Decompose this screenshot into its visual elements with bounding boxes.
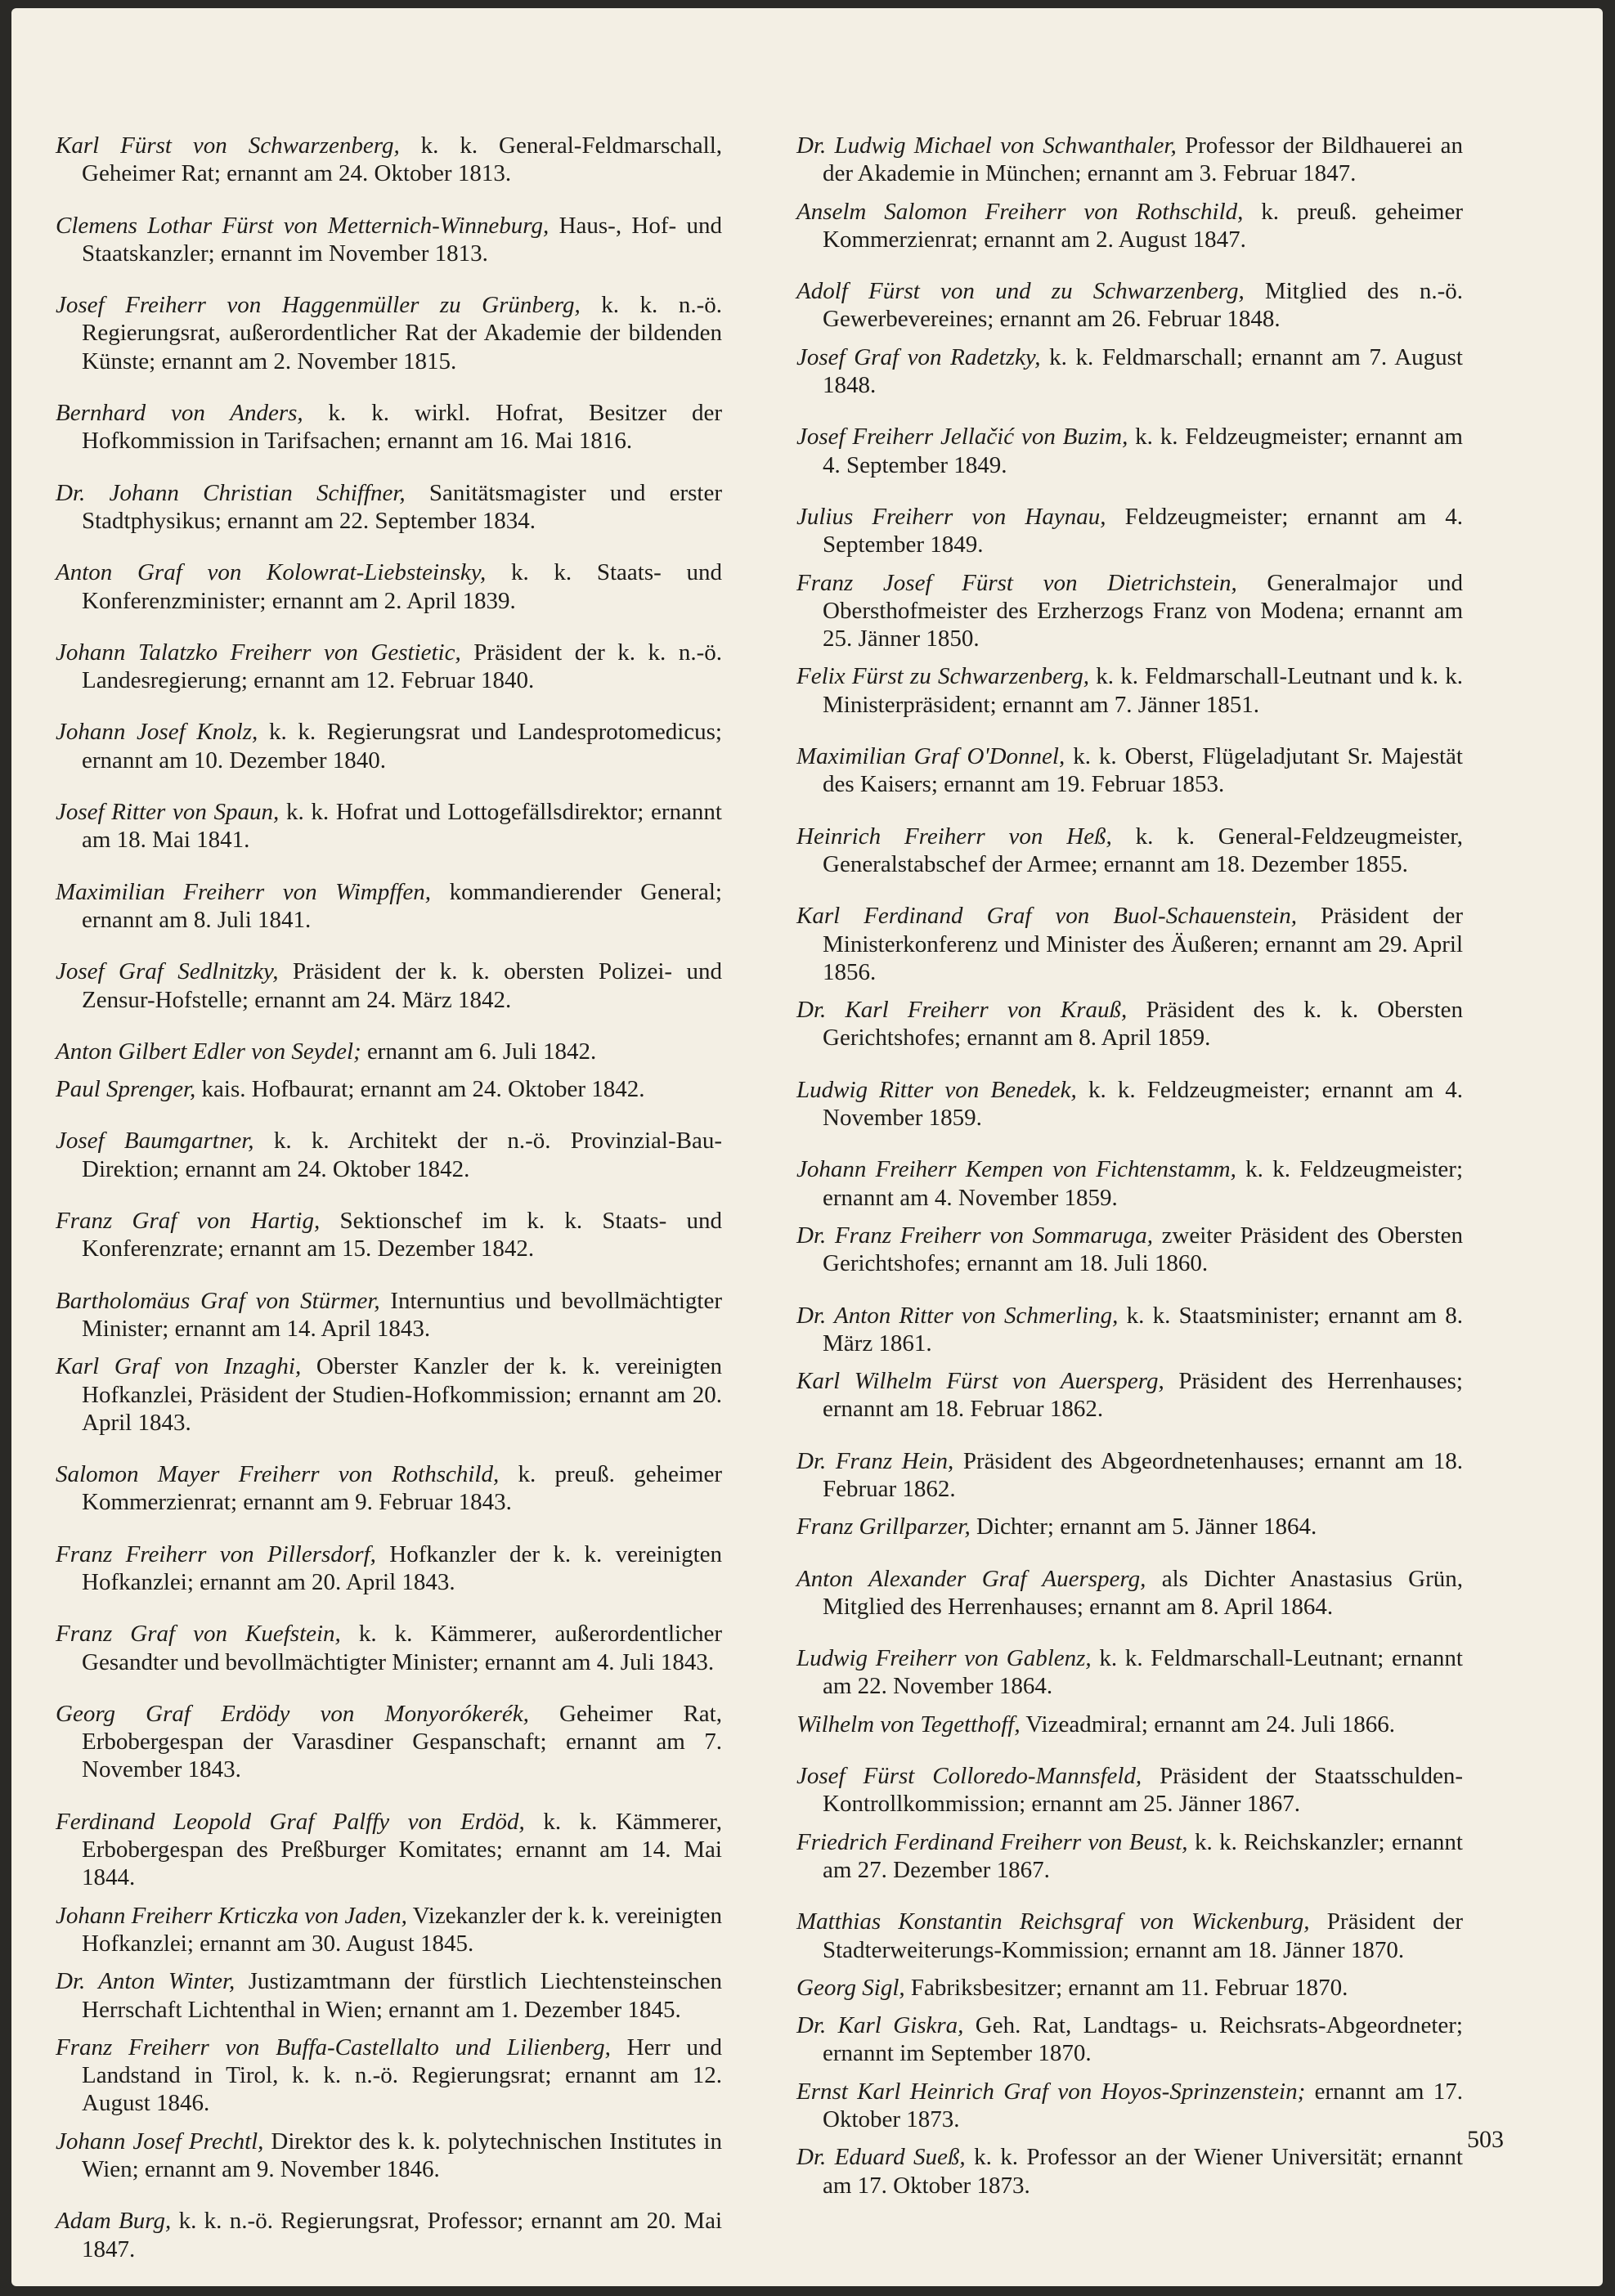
entry-description: Sektionschef im k. k. Staats- und Konferenzrate; ernannt am 15. Dezember 1842.	[82, 1208, 722, 1262]
entry-name: Dr. Anton Ritter von Schmerling,	[796, 1302, 1119, 1329]
register-entry	[56, 1287, 722, 1343]
entry-description: k. preuß. geheimer Kommerzienrat; ernannt am 2. August 1847.	[823, 198, 1463, 253]
register-entry	[56, 2207, 722, 2263]
entry-description: Präsident der Ministerkonferenz und Minister des Äußeren; ernannt am 29. April 1856.	[823, 903, 1463, 985]
register-entry	[56, 2128, 722, 2184]
entry-name: Dr. Franz Hein,	[796, 1447, 954, 1474]
entry-description: k. k. Hofrat und Lottogefällsdirektor; ernannt am 18. Mai 1841.	[82, 799, 722, 854]
entry-name: Wilhelm von Tegetthoff,	[796, 1711, 1021, 1738]
entry-description: k. k. Feldmarschall; ernannt am 7. August 1848.	[823, 343, 1463, 399]
entry-description: k. k. wirkl. Hofrat, Besitzer der Hofkommission in Tarifsachen; ernannt am 16. Mai 1816.	[82, 400, 722, 455]
entry-name: Karl Wilhelm Fürst von Auersperg,	[796, 1368, 1164, 1395]
entry-name: Matthias Konstantin Reichsgraf von Wickenburg,	[796, 1908, 1310, 1935]
entry-description: k. k. General-Feldmarschall, Geheimer Rat; ernannt am 24. Oktober 1813.	[82, 132, 723, 187]
entry-description: Oberster Kanzler der k. k. vereinigten Hofkanzlei, Präsident der Studien-Hofkommission; ernannt am 20. April 1843.	[82, 1353, 722, 1436]
register-entry	[796, 198, 1463, 254]
register-entry	[56, 957, 722, 1014]
entry-description: kommandierender General; ernannt am 8. Juli 1841.	[82, 878, 722, 933]
entry-description: k. k. Kämmerer, Erbobergespan des Preßburger Komitates; ernannt am 14. Mai 1844.	[82, 1808, 722, 1891]
entry-name: Dr. Anton Winter,	[56, 1968, 236, 1995]
entry-name: Johann Josef Prechtl,	[56, 2128, 264, 2155]
entry-name: Franz Graf von Hartig,	[56, 1208, 321, 1235]
entry-description: k. k. Architekt der n.-ö. Provinzial-Bau-Direktion; ernannt am 24. Oktober 1842.	[82, 1128, 722, 1182]
register-entry	[56, 1075, 722, 1103]
register-entry	[56, 878, 722, 935]
register-entry	[796, 996, 1463, 1052]
register-entry	[796, 423, 1463, 479]
register-entry	[56, 132, 722, 188]
entry-description: Direktor des k. k. polytechnischen Institutes in Wien; ernannt am 9. November 1846.	[82, 2128, 722, 2183]
register-entry	[796, 662, 1463, 719]
entry-name: Franz Josef Fürst von Dietrichstein,	[796, 569, 1237, 596]
entry-name: Franz Freiherr von Pillersdorf,	[56, 1540, 376, 1567]
entry-description: k. k. Kämmerer, außerordentlicher Gesandter und bevollmächtigter Minister; ernannt am 4. Juli 1843.	[82, 1621, 722, 1675]
entry-name: Dr. Karl Freiherr von Krauß,	[796, 997, 1128, 1024]
entry-name: Johann Freiherr Kempen von Fichtenstamm,	[796, 1156, 1236, 1183]
entry-name: Franz Grillparzer,	[796, 1513, 971, 1540]
register-entry	[796, 2078, 1463, 2134]
entry-name: Dr. Eduard Sueß,	[796, 2144, 966, 2171]
register-entry	[796, 1711, 1463, 1738]
register-entry	[796, 277, 1463, 334]
entry-name: Johann Talatzko Freiherr von Gestietic,	[56, 639, 461, 666]
register-entry	[56, 1700, 722, 1784]
entry-name: Clemens Lothar Fürst von Metternich-Winneburg,	[56, 212, 550, 239]
register-entry	[56, 558, 722, 615]
entry-name: Johann Josef Knolz,	[56, 719, 258, 746]
register-entry	[796, 503, 1463, 559]
document-page	[11, 8, 1603, 2286]
register-entry	[56, 399, 722, 455]
entry-description: Präsident der Staatsschulden-Kontrollkommission; ernannt am 25. Jänner 1867.	[823, 1763, 1463, 1818]
register-entry	[56, 1967, 722, 2024]
register-entry	[796, 902, 1463, 986]
register-entry	[56, 1352, 722, 1437]
entry-description: Dichter; ernannt am 5. Jänner 1864.	[970, 1513, 1317, 1540]
entry-name: Friedrich Ferdinand Freiherr von Beust,	[796, 1828, 1188, 1855]
register-entry	[56, 1207, 722, 1263]
register-entry	[56, 1620, 722, 1676]
entry-description: ernannt am 6. Juli 1842.	[361, 1038, 597, 1065]
entry-name: Anton Alexander Graf Auersperg,	[796, 1565, 1146, 1592]
entry-description: Geheimer Rat, Erbobergespan der Varasdiner Gespanschaft; ernannt am 7. November 1843.	[82, 1700, 722, 1783]
entry-description: Fabriksbesitzer; ernannt am 11. Februar 1870.	[904, 1974, 1348, 2001]
entry-description: Präsident des Abgeordnetenhauses; ernannt am 18. Februar 1862.	[823, 1447, 1463, 1502]
register-entry	[56, 1808, 722, 1892]
entry-name: Dr. Johann Christian Schiffner,	[56, 479, 406, 506]
entry-name: Josef Freiherr von Haggenmüller zu Grünberg,	[56, 292, 581, 319]
entry-description: k. k. Feldmarschall-Leutnant; ernannt am 22. November 1864.	[823, 1645, 1463, 1700]
register-entry	[56, 718, 722, 774]
register-entry	[56, 212, 722, 268]
entry-name: Josef Baumgartner,	[56, 1128, 254, 1155]
entry-name: Josef Fürst Colloredo-Mannsfeld,	[796, 1763, 1142, 1790]
register-entry	[796, 1644, 1463, 1701]
register-entry	[56, 2034, 722, 2118]
entry-description: als Dichter Anastasius Grün, Mitglied des Herrenhauses; ernannt am 8. April 1864.	[823, 1565, 1463, 1620]
register-entry	[796, 1222, 1463, 1278]
entry-name: Adolf Fürst von und zu Schwarzenberg,	[796, 278, 1245, 305]
entry-description: Präsident der Stadterweiterungs-Kommission; ernannt am 18. Jänner 1870.	[823, 1908, 1463, 1963]
entry-description: Internuntius und bevollmächtigter Minister; ernannt am 14. April 1843.	[82, 1287, 722, 1342]
register-entry	[796, 1565, 1463, 1621]
entry-name: Franz Graf von Kuefstein,	[56, 1621, 341, 1648]
entry-name: Ferdinand Leopold Graf Palffy von Erdöd,	[56, 1808, 525, 1835]
entry-name: Paul Sprenger,	[56, 1076, 196, 1103]
register-entry	[796, 1908, 1463, 1964]
entry-name: Heinrich Freiherr von Heß,	[796, 823, 1112, 850]
entry-name: Ernst Karl Heinrich Graf von Hoyos-Sprinzenstein;	[796, 2078, 1306, 2105]
entry-description: Präsident des k. k. Obersten Gerichtshofes; ernannt am 8. April 1859.	[823, 997, 1463, 1052]
register-entry	[796, 2143, 1463, 2200]
entry-name: Karl Ferdinand Graf von Buol-Schauenstein,	[796, 903, 1297, 930]
entry-name: Ludwig Ritter von Benedek,	[796, 1076, 1077, 1103]
register-entry	[796, 1155, 1463, 1212]
register-entry	[796, 1974, 1463, 2002]
entry-description: Präsident der k. k. obersten Polizei- und Zensur-Hofstelle; ernannt am 24. März 1842.	[82, 958, 722, 1013]
entry-name: Karl Fürst von Schwarzenberg,	[56, 132, 400, 159]
entry-name: Maximilian Freiherr von Wimpffen,	[56, 878, 431, 905]
entry-name: Josef Ritter von Spaun,	[56, 799, 280, 826]
entry-name: Bartholomäus Graf von Stürmer,	[56, 1287, 380, 1314]
entry-description: k. k. Oberst, Flügeladjutant Sr. Majestät des Kaisers; ernannt am 19. Februar 1853.	[823, 743, 1463, 798]
entry-name: Georg Sigl,	[796, 1974, 905, 2001]
entry-name: Karl Graf von Inzaghi,	[56, 1353, 302, 1380]
entry-description: Vizekanzler der k. k. vereinigten Hofkanzlei; ernannt am 30. August 1845.	[82, 1902, 722, 1957]
entry-description: Präsident des Herrenhauses; ernannt am 18. Februar 1862.	[823, 1368, 1463, 1423]
register-entry	[796, 1302, 1463, 1358]
register-entry	[796, 1447, 1463, 1504]
entry-description: Geh. Rat, Landtags- u. Reichsrats-Abgeordneter; ernannt im September 1870.	[823, 2012, 1463, 2067]
entry-name: Josef Freiherr Jellačić von Buzim,	[796, 424, 1128, 451]
entry-description: k. k. Feldzeugmeister; ernannt am 4. September 1849.	[823, 424, 1463, 478]
entry-description: k. k. Reichskanzler; ernannt am 27. Dezember 1867.	[823, 1828, 1463, 1883]
register-entry	[796, 2011, 1463, 2068]
register-entry	[796, 132, 1463, 188]
right-column	[796, 108, 1463, 2200]
register-entry	[796, 823, 1463, 879]
register-entry	[796, 1076, 1463, 1132]
entry-description: Justizamtmann der fürstlich Liechtensteinschen Herrschaft Lichtenthal in Wien; ernannt am 1. Dezember 1845.	[82, 1968, 722, 2023]
entry-description: k. k. Staatsminister; ernannt am 8. März 1861.	[823, 1302, 1463, 1357]
entry-description: Generalmajor und Obersthofmeister des Erzherzogs Franz von Modena; ernannt am 25. Jänner 1850.	[823, 569, 1463, 652]
register-entry	[796, 343, 1463, 400]
entry-description: k. k. General-Feldzeugmeister, Generalstabschef der Armee; ernannt am 18. Dezember 1855.	[823, 823, 1463, 877]
entry-description: Mitglied des n.-ö. Gewerbevereines; ernannt am 26. Februar 1848.	[823, 278, 1464, 333]
entry-description: zweiter Präsident des Obersten Gerichtshofes; ernannt am 18. Juli 1860.	[823, 1222, 1463, 1277]
entry-description: k. k. n.-ö. Regierungsrat, Professor; ernannt am 20. Mai 1847.	[82, 2208, 722, 2262]
entry-name: Ludwig Freiherr von Gablenz,	[796, 1645, 1092, 1672]
entry-description: Herr und Landstand in Tirol, k. k. n.-ö. Regierungsrat; ernannt am 12. August 1846.	[82, 2034, 722, 2117]
entry-description: ernannt am 17. Oktober 1873.	[823, 2078, 1463, 2133]
entry-name: Anselm Salomon Freiherr von Rothschild,	[796, 198, 1244, 225]
entry-description: Hofkanzler der k. k. vereinigten Hofkanzlei; ernannt am 20. April 1843.	[82, 1540, 723, 1595]
entry-description: Präsident der k. k. n.-ö. Landesregierung; ernannt am 12. Februar 1840.	[82, 639, 722, 694]
entry-name: Franz Freiherr von Buffa-Castellalto und Lilienberg,	[56, 2034, 611, 2061]
register-entry	[56, 1127, 722, 1183]
entry-name: Dr. Ludwig Michael von Schwanthaler,	[796, 132, 1177, 159]
register-entry	[796, 569, 1463, 653]
entry-description: k. k. n.-ö. Regierungsrat, außerordentlicher Rat der Akademie der bildenden Künste; ernannt am 2. November 1815.	[82, 292, 722, 374]
register-entry	[796, 1762, 1463, 1818]
register-entry	[56, 639, 722, 695]
entry-description: k. k. Feldmarschall-Leutnant und k. k. Ministerpräsident; ernannt am 7. Jänner 1851.	[823, 663, 1463, 718]
register-entry	[56, 798, 722, 854]
entry-description: k. k. Staats- und Konferenzminister; ernannt am 2. April 1839.	[82, 559, 722, 614]
left-column	[56, 108, 722, 2263]
entry-name: Salomon Mayer Freiherr von Rothschild,	[56, 1461, 500, 1488]
entry-description: k. preuß. geheimer Kommerzienrat; ernannt am 9. Februar 1843.	[82, 1461, 722, 1516]
entry-name: Maximilian Graf O'Donnel,	[796, 743, 1065, 770]
entry-name: Josef Graf von Radetzky,	[796, 343, 1041, 370]
entry-description: k. k. Feldzeugmeister; ernannt am 4. November 1859.	[823, 1076, 1463, 1132]
entry-name: Dr. Karl Giskra,	[796, 2012, 964, 2039]
register-entry	[796, 1828, 1463, 1885]
register-entry	[56, 479, 722, 536]
register-entry	[56, 1902, 722, 1958]
register-entry	[56, 1460, 722, 1517]
entry-description: k. k. Feldzeugmeister; ernannt am 4. November 1859.	[823, 1156, 1463, 1211]
entry-name: Adam Burg,	[56, 2208, 172, 2235]
register-entry	[56, 291, 722, 375]
entry-name: Anton Graf von Kolowrat-Liebsteinsky,	[56, 559, 487, 586]
entry-name: Josef Graf Sedlnitzky,	[56, 958, 279, 985]
entry-description: Feldzeugmeister; ernannt am 4. September 1849.	[823, 503, 1463, 558]
entry-name: Anton Gilbert Edler von Seydel;	[56, 1038, 361, 1065]
entry-description: kais. Hofbaurat; ernannt am 24. Oktober 1842.	[195, 1076, 645, 1103]
entry-name: Johann Freiherr Krticzka von Jaden,	[56, 1902, 407, 1929]
register-entry	[56, 1540, 722, 1597]
entry-name: Bernhard von Anders,	[56, 400, 303, 427]
entry-name: Felix Fürst zu Schwarzenberg,	[796, 663, 1089, 690]
entry-name: Georg Graf Erdödy von Monyorókerék,	[56, 1700, 529, 1727]
entry-description: Vizeadmiral; ernannt am 24. Juli 1866.	[1020, 1711, 1396, 1738]
entry-name: Dr. Franz Freiherr von Sommaruga,	[796, 1222, 1154, 1249]
entry-name: Julius Freiherr von Haynau,	[796, 503, 1106, 530]
entry-description: Haus-, Hof- und Staatskanzler; ernannt im November 1813.	[82, 212, 723, 267]
page-number: 503	[1467, 2126, 1504, 2153]
register-entry	[56, 1038, 722, 1065]
entry-description: Professor der Bildhauerei an der Akademie in München; ernannt am 3. Februar 1847.	[823, 132, 1463, 187]
register-entry	[796, 1367, 1463, 1424]
register-entry	[796, 742, 1463, 799]
entry-description: Sanitätsmagister und erster Stadtphysikus; ernannt am 22. September 1834.	[82, 479, 722, 534]
entry-description: k. k. Professor an der Wiener Universität; ernannt am 17. Oktober 1873.	[823, 2144, 1463, 2199]
register-entry	[796, 1513, 1463, 1540]
entry-description: k. k. Regierungsrat und Landesprotomedicus; ernannt am 10. Dezember 1840.	[82, 719, 722, 774]
